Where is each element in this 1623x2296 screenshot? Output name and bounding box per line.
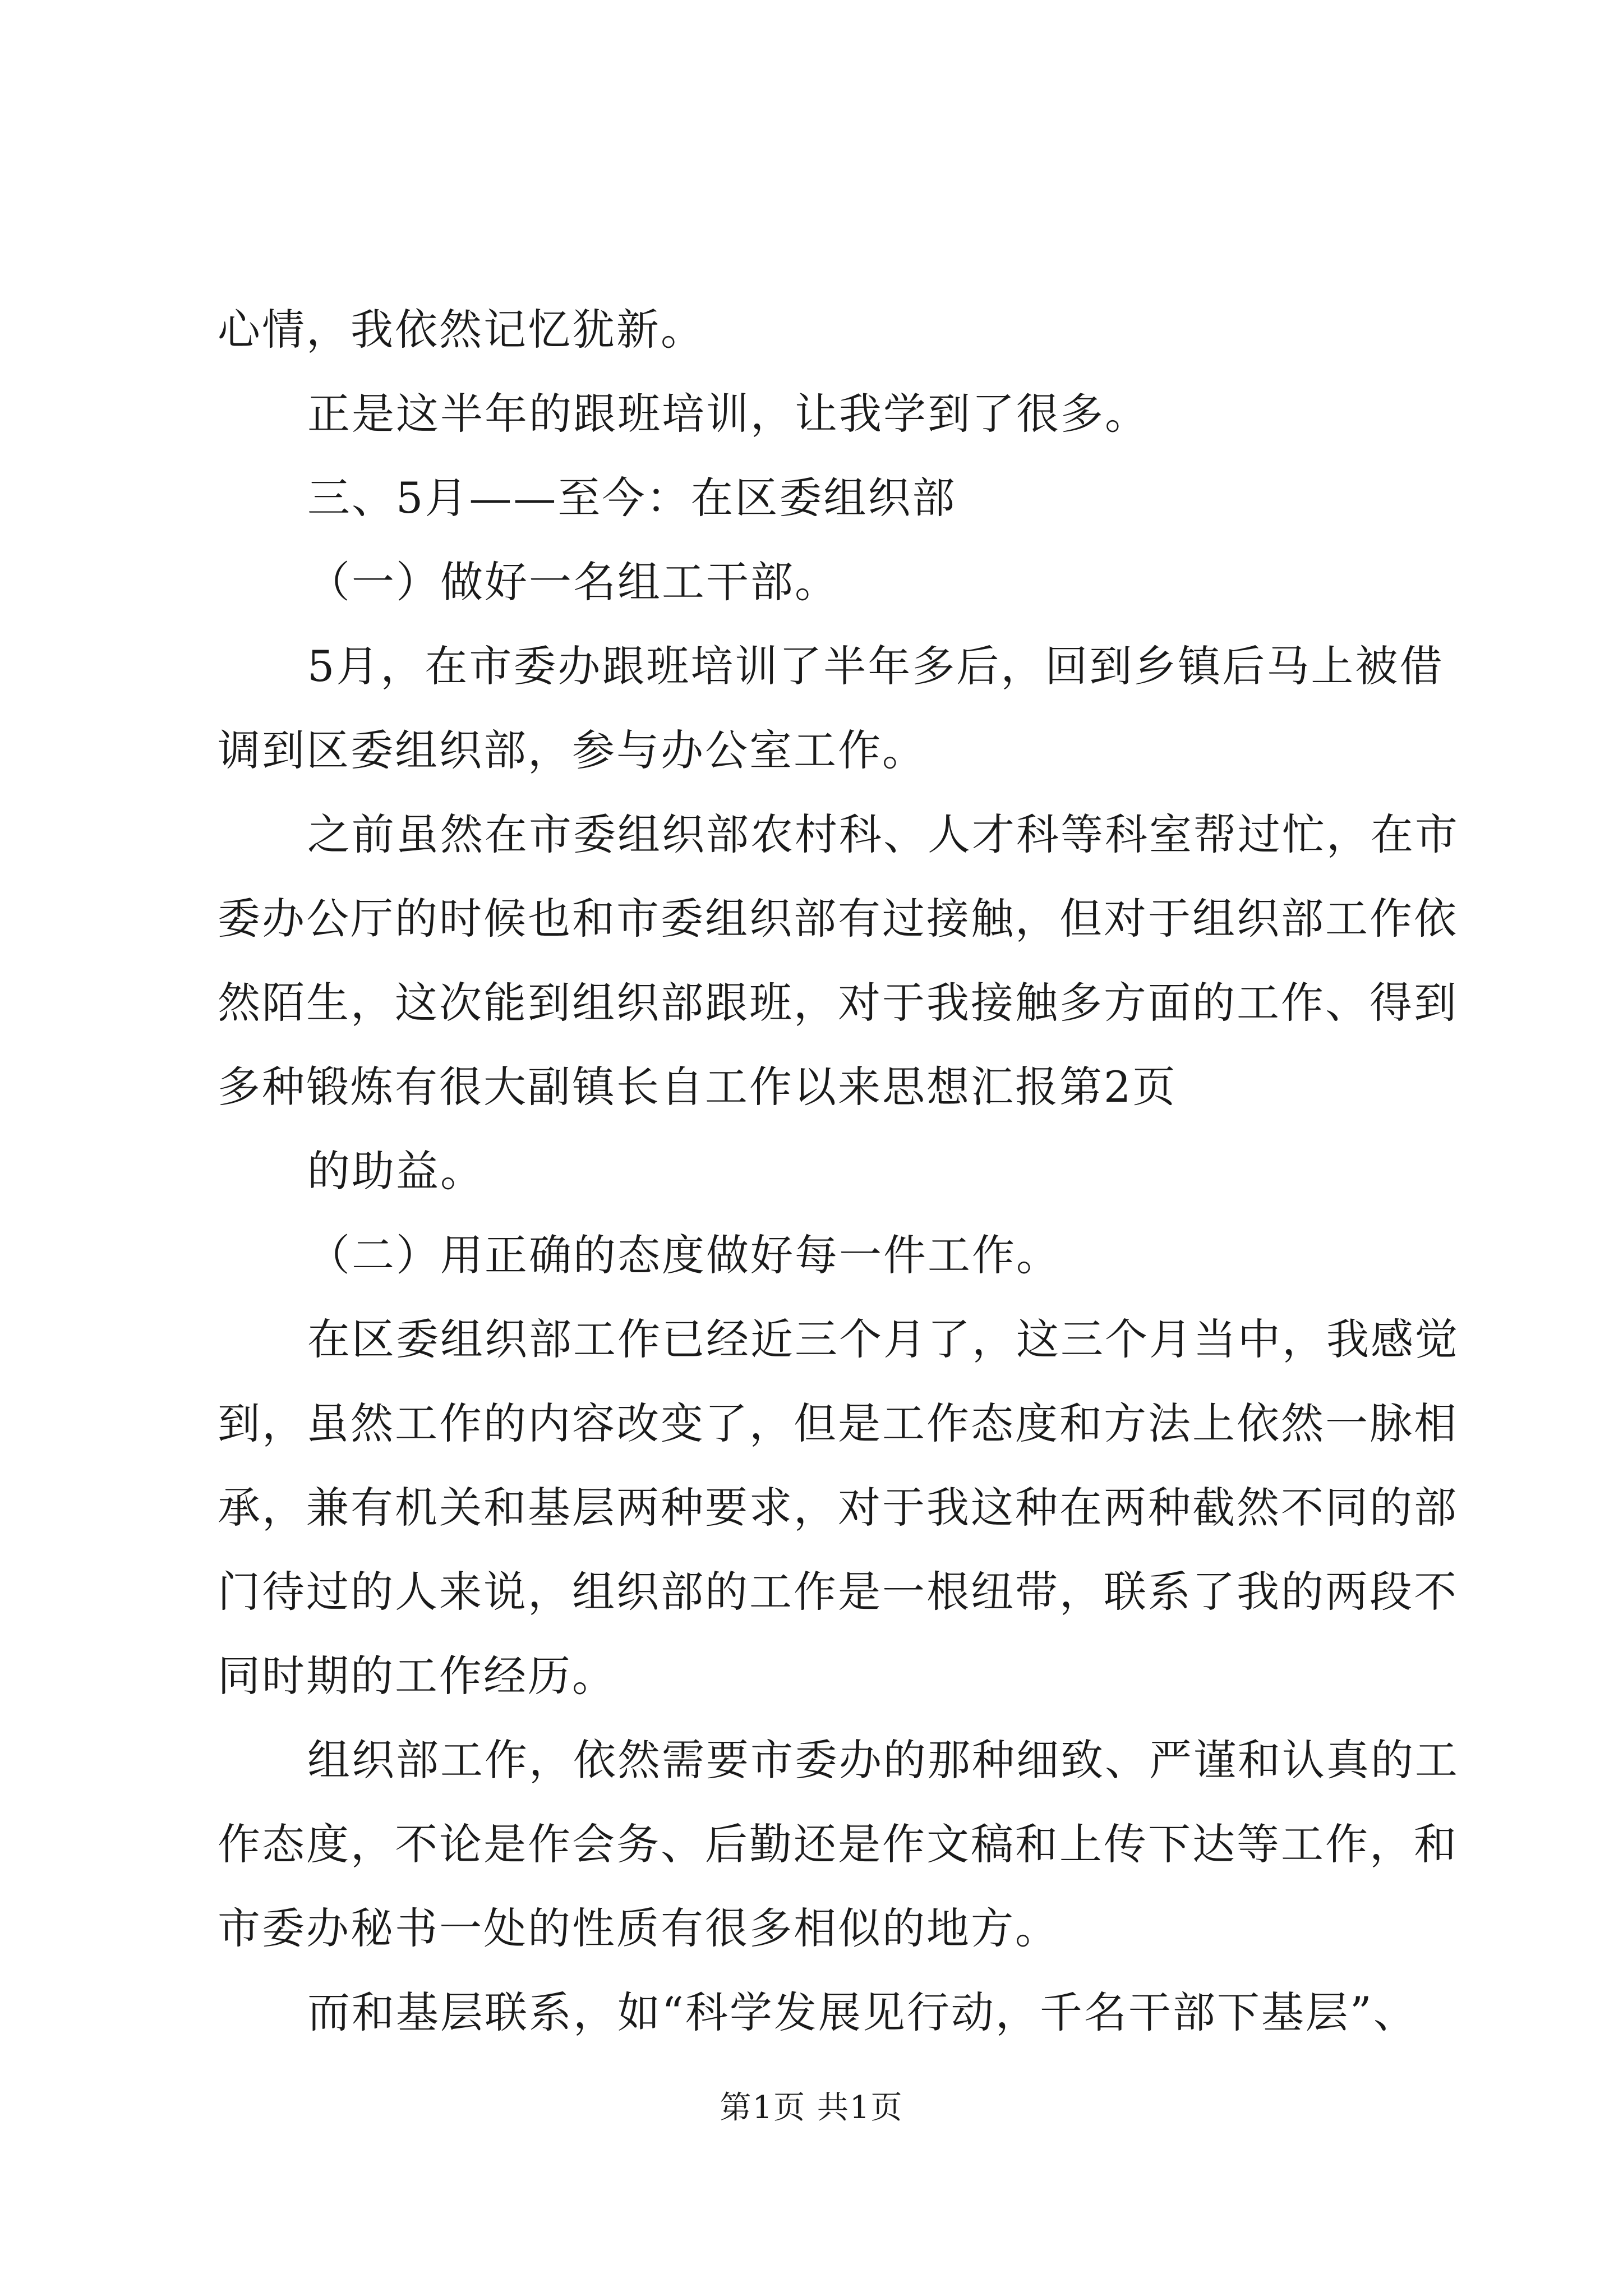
text-line-19: 作态度，不论是作会务、后勤还是作文稿和上传下达等工作，和 xyxy=(218,1819,1458,1869)
text-line-16: 门待过的人来说，组织部的工作是一根纽带，联系了我的两段不 xyxy=(218,1567,1458,1617)
text-line-1: 心情，我依然记忆犹新。 xyxy=(218,305,705,355)
text-line-2: 正是这半年的跟班培训，让我学到了很多。 xyxy=(307,389,1149,439)
text-line-6: 调到区委组织部，参与办公室工作。 xyxy=(218,725,926,775)
page-footer: 第1页 共1页 xyxy=(720,2090,903,2126)
text-line-20: 市委办秘书一处的性质有很多相似的地方。 xyxy=(218,1903,1059,1953)
text-line-18: 组织部工作，依然需要市委办的那种细致、严谨和认真的工 xyxy=(307,1735,1459,1785)
text-line-17: 同时期的工作经历。 xyxy=(218,1651,616,1701)
text-line-4: （一）做好一名组工干部。 xyxy=(307,557,839,607)
text-line-3: 三、5月——至今：在区委组织部 xyxy=(307,473,957,523)
text-line-13: 在区委组织部工作已经近三个月了，这三个月当中，我感觉 xyxy=(307,1314,1459,1364)
text-line-14: 到，虽然工作的内容改变了，但是工作态度和方法上依然一脉相 xyxy=(218,1398,1458,1448)
text-line-15: 承，兼有机关和基层两种要求，对于我这种在两种截然不同的部 xyxy=(218,1483,1458,1533)
text-line-21: 而和基层联系，如“科学发展见行动，千名干部下基层”、 xyxy=(307,1987,1418,2037)
text-line-10: 多种锻炼有很大副镇长自工作以来思想汇报第2页 xyxy=(218,1062,1177,1112)
text-line-11: 的助益。 xyxy=(307,1146,485,1196)
text-line-8: 委办公厅的时候也和市委组织部有过接触，但对于组织部工作依 xyxy=(218,894,1458,944)
text-line-9: 然陌生，这次能到组织部跟班，对于我接触多方面的工作、得到 xyxy=(218,978,1458,1028)
text-line-7: 之前虽然在市委组织部农村科、人才科等科室帮过忙，在市 xyxy=(307,809,1459,859)
text-line-12: （二）用正确的态度做好每一件工作。 xyxy=(307,1230,1061,1280)
text-line-5: 5月，在市委办跟班培训了半年多后，回到乡镇后马上被借 xyxy=(307,641,1444,691)
